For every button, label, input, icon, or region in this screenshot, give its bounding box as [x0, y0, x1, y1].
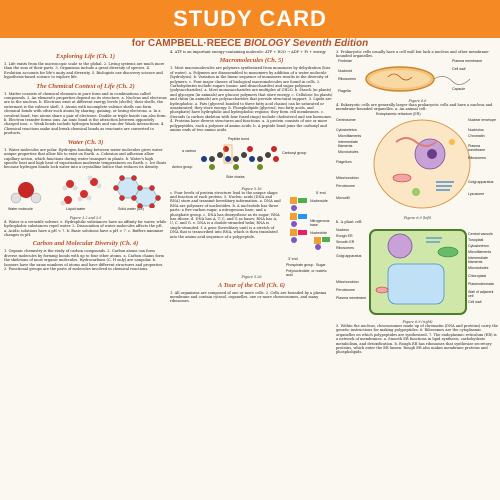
- plant-cell-intro: b. A plant cell:: [336, 219, 363, 224]
- label-microtubules: Microtubules: [338, 149, 359, 154]
- label-plant-ribosomes: Ribosomes: [336, 246, 354, 251]
- plant-cell-caption: Figure 6.9 (right): [402, 320, 433, 325]
- label-capsule: Capsule: [452, 86, 466, 91]
- label-microvilli: Microvilli: [336, 195, 350, 200]
- carbon-text: 1. Organic chemistry is the study of carbon compounds. 2. Carbon atoms can form diverse molecules by forming bonds with up to four other atoms. a. Carbon chains form the skeletons of most organic molecules. Hydrocarbons (C, H only) are nonpolar. b. Isomers have the same numbers of atoms and have different structures and properties. 3. Functional groups are the parts of molecules involved in chemical reactions.: [4, 249, 164, 271]
- label-phosphate-group: Phosphate group: [286, 262, 314, 267]
- hydrogen-atom: [31, 193, 41, 203]
- ice-lattice: [113, 175, 160, 208]
- label-3-end: 3' end: [288, 256, 298, 261]
- water-figure-svg: [4, 172, 167, 208]
- label-alpha-carbon: α carbon: [182, 148, 197, 153]
- eukaryotic-text: 4. Eukaryotic cells are generally larger than prokaryotic cells and have a nucleus and membrane-bounded organelles. a. An animal cell:: [336, 102, 493, 112]
- animal-cell-figure: [336, 112, 499, 216]
- label-tonoplast: Tonoplast: [468, 238, 484, 243]
- peroxisome: [449, 139, 455, 145]
- label-carboxyl-group: Carboxyl group: [282, 150, 307, 155]
- label-cytoskeleton: Cytoskeleton: [336, 127, 357, 132]
- label-er: Endoplasmic reticulum (ER): [376, 111, 421, 116]
- nucleus-ribosome-er-text: 5. Within the nucleus, chromosomes made up of chromatin (DNA and proteins) carry the genetic instructions for making polypeptides. 6. Ribosomes are the cytoplasmic organelles on which polypeptides are synthesized. 7. The endoplasmic reticulum (ER) is a network of membranes. a. Smooth ER functions in lipid synthesis, carbohydrate metabolism, and detoxification. b. Rough ER has ribosomes that synthesize secretory proteins, which enter the ER lumen. Rough ER also makes membrane proteins and phospholipids.: [336, 324, 499, 355]
- label-nucleoid: Nucleoid: [338, 68, 352, 73]
- mitochondrion: [393, 174, 411, 182]
- label-water-molecule: Water molecule: [8, 206, 33, 211]
- chemical-context-text: 1. Matter consists of chemical elements in pure form and in combinations called compounds. 2. An element's properties depend on its structure. a. Nucleus and electrons are in the nucleus. b. Electrons exist at different energy levels (shells); their shells, the outermost is the valence shell. 3. Atoms with incomplete valence shells can form chemical bonds with other such atoms by sharing, gaining, or losing electrons. a. In a covalent bond, two atoms share a pair of electrons. Double or triple bonds can also form. b. Electron transfer forms ions. An ionic bond is the attraction between oppositely charged ions. c. Weak bonds include hydrogen bonds and van der Waals interactions. 4. Chemical reactions make and break chemical bonds as reactants are converted to products.: [4, 91, 167, 136]
- plant-nucleus: [388, 234, 412, 258]
- subtitle-book: BIOLOGY Seventh Edition: [243, 38, 369, 49]
- label-nucleotide: Nucleotide: [310, 230, 327, 235]
- plant-cell-figure: [336, 224, 499, 320]
- label-plant-plasma-membrane: Plasma membrane: [336, 296, 367, 301]
- label-polynucleotide: Polynucleotide, or nucleic acid: [286, 268, 327, 277]
- label-mitochondrion: Mitochondrion: [336, 175, 359, 180]
- water-figure: [4, 172, 167, 216]
- label-intermediate-filaments: Intermediate filaments: [338, 139, 358, 148]
- heading-tour-of-cell: A Tour of the Cell (Ch. 6): [217, 281, 286, 289]
- exploring-life-text: 1. Life exists from the microscopic scale to the global. 2. Living systems are much more than the sum of their parts. 3. Organisms include a great diversity of species. 4. Evolution accounts for life's unity and diversity. 5. Biologists use discovery science and hypothesis-based science to explore life.: [4, 62, 165, 80]
- nucleolus: [427, 149, 437, 159]
- label-prok-cell-wall: Cell wall: [452, 66, 466, 71]
- card-subtitle: [0, 38, 500, 49]
- label-chromatin: Chromatin: [468, 133, 485, 138]
- label-wall-of-adjacent-cell: Wall of adjacent cell: [468, 290, 494, 299]
- central-vacuole: [388, 264, 444, 304]
- column-1: [4, 50, 167, 271]
- peptide-figure: [170, 135, 333, 187]
- label-prok-ribosomes: Ribosomes: [338, 76, 356, 81]
- label-animal-plasma-membrane: Plasma membrane: [468, 143, 486, 152]
- dna-figure-caption: Figure 5.26: [241, 274, 262, 279]
- label-prok-plasma-membrane: Plasma membrane: [452, 58, 483, 63]
- label-peptide-bond: Peptide bond: [228, 136, 250, 141]
- card-title: STUDY CARD: [173, 6, 327, 31]
- label-central-vacuole: Central vacuole: [468, 232, 493, 237]
- label-plant-microfilaments: Microfilaments: [468, 250, 492, 255]
- label-nucleoside: Nucleoside: [310, 198, 328, 203]
- prokaryote-figure: [336, 59, 499, 99]
- label-chloroplast: Chloroplast: [468, 274, 487, 279]
- label-liquid-water: Liquid water: [66, 206, 86, 211]
- label-sugar: Sugar: [316, 262, 326, 267]
- prokaryotic-text: 3. Prokaryotic cells usually have a cell wall but lack a nucleus and other membrane-bounded organelles.: [336, 50, 490, 59]
- water-figure-caption: Figure 3.2 and 3.5: [69, 215, 102, 220]
- label-solid-water: Solid water (ice): [118, 206, 144, 211]
- water-text-continued: d. Water is a versatile solvent. e. Hydrophilic substances have an affinity for water, while hydrophobic substances repel water. 2. Dissociation of water molecules affects the pH. a. Acidic solutions have a pH < 7. b. Basic solutions have a pH > 7. c. Buffers minimize changes in pH.: [4, 219, 167, 237]
- nucleotide-detail: [314, 237, 330, 250]
- label-microfilaments: Microfilaments: [338, 133, 362, 138]
- nucleic-acids-text: c. Four levels of protein structure lead to the unique shape and function of each protein. 5. Nucleic acids (DNA and RNA) store and transmit hereditary information. a. DNA and RNA are polymers of nucleotides. b. A nucleotide has three parts: a five-carbon sugar, a nitrogenous base, and a phosphate group. c. DNA has deoxyribose as its sugar; RNA has ribose. d. DNA has A, T, C, and G as bases; RNA has A, U, C, and G. e. DNA is a double-stranded helix; RNA is single-stranded. f. A gene (hereditary unit) is a stretch of DNA that is transcribed into RNA, which is then translated into the amino acid sequence of a polypeptide.: [170, 190, 281, 239]
- label-plant-peroxisome: Peroxisome: [336, 288, 355, 293]
- cytoplasm: [370, 70, 430, 88]
- label-amino-group: Amino group: [172, 164, 193, 169]
- label-fimbriae: Fimbriae: [338, 58, 352, 63]
- label-plant-microtubules: Microtubules: [468, 266, 489, 271]
- label-golgi: Golgi apparatus: [468, 179, 494, 184]
- label-nuclear-envelope: Nuclear envelope: [468, 117, 496, 122]
- label-plant-nucleus: Nucleus: [336, 228, 349, 233]
- label-plasmodesmata: Plasmodesmata: [468, 282, 494, 287]
- label-plant-mitochondrion: Mitochondrion: [336, 280, 359, 285]
- label-lysosome: Lysosome: [468, 191, 485, 196]
- tour-of-cell-text: 1. All organisms are composed of one or more cells. 2. Cells are bounded by a plasma membrane and contain cytosol, organelles, one or more chromosomes, and many ribosomes.: [170, 290, 327, 304]
- heading-carbon: Carbon and Molecular Diversity (Ch. 4): [32, 240, 139, 248]
- peptide-figure-caption: Figure 5.16: [241, 186, 262, 191]
- water-text: 1. Water molecules are polar. Hydrogen bonding between water molecules gives water unique properties that allow life to exist on Earth. a. Cohesion and adhesion allow capillary action, which functions during water transport in plants. b. Water's high specific heat and high heat of vaporization moderate temperatures on Earth. c. Ice floats because hydrogen bonds lock water into a crystalline lattice that reduces its density.: [4, 147, 167, 170]
- heading-macromolecules: Macromolecules (Ch. 5): [219, 57, 284, 65]
- hydrogen-atom: [11, 193, 21, 203]
- column-2: [170, 50, 333, 304]
- chloroplast: [438, 247, 458, 257]
- nucleic-acid-block: [170, 191, 333, 275]
- peptide-figure-svg: [170, 135, 333, 185]
- title-banner: [0, 0, 500, 38]
- label-animal-ribosomes: Ribosomes: [468, 155, 486, 160]
- macromolecules-text: 1. Most macromolecules are polymers synthesized from monomers by dehydration (loss of water). a. Polymers are disassembled to monomers by addition of a water molecule (hydrolysis). b. Variation in the linear sequence of monomers results in the diversity of polymers. c. Four major classes of biological macromolecules are found in cells. 2. Carbohydrates include sugars (mono- and disaccharides) and sugar polymers (polysaccharides). a. Most monosaccharides are multiples of CH2O. b. Starch (in plants) and glycogen (in animals) are glucose polymers that store energy. c. Cellulose (in plants) and chitin (in animals) are polysaccharides that provide structural support. 3. Lipids are hydrophobic. a. Fats (glycerol bonded to three fatty acid chains) can be saturated or unsaturated; they store energy. b. Phospholipids (glycerol, two fatty acids, and phosphate) have hydrophilic and hydrophobic regions; they form cell membranes. c. Steroids (a carbon skeleton with four fused rings) include cholesterol and sex hormones. 4. Proteins have diverse structures and functions. a. A protein consists of one or more polypeptides, each a polymer of amino acids. b. A peptide bond joins the carboxyl and amino ends of two amino acids.: [170, 66, 333, 133]
- label-plant-cytoskeleton: Cytoskeleton: [468, 244, 489, 249]
- prokaryote-figure-svg: [336, 59, 499, 99]
- label-nitrogenous-base: Nitrogenous base: [310, 218, 330, 227]
- heading-chemical-context: The Chemical Context of Life (Ch. 2): [36, 82, 135, 90]
- plant-mitochondrion: [376, 287, 388, 293]
- label-rough-er: Rough ER: [336, 234, 353, 239]
- label-plant-intermediate-filaments: Intermediate filaments: [468, 256, 488, 265]
- prokaryote-caption: Figure 6.6: [408, 98, 427, 103]
- label-flagellum: Flagellum: [336, 159, 352, 164]
- label-nucleolus: Nucleolus: [468, 127, 484, 132]
- label-plant-cell-wall: Cell wall: [468, 300, 482, 305]
- label-peroxisome: Peroxisome: [336, 183, 355, 188]
- peptide-chain: [201, 146, 279, 170]
- label-centrosome: Centrosome: [336, 117, 356, 122]
- label-plant-golgi: Golgi apparatus: [336, 254, 362, 259]
- dna-strand: [290, 197, 307, 243]
- flagellum: [434, 76, 470, 84]
- lysosome: [412, 188, 420, 196]
- label-side-chains: Side chains: [226, 174, 245, 179]
- label-smooth-er: Smooth ER: [336, 240, 355, 245]
- label-flagella: Flagella: [338, 88, 351, 93]
- animal-cell-caption: Figure 6.9 (left): [403, 215, 432, 220]
- label-5-end: 5' end: [316, 190, 326, 195]
- heading-water: Water (Ch. 3): [67, 138, 104, 146]
- subtitle-prefix: for CAMPBELL·REECE: [131, 38, 244, 49]
- atp-text: 4. ATP is an important energy-containing molecule: ATP + H2O → ADP + Pi + energy: [170, 50, 326, 54]
- liquid-water-molecules: [61, 175, 102, 205]
- column-3: [336, 50, 499, 355]
- heading-exploring-life: Exploring Life (Ch. 1): [56, 53, 115, 60]
